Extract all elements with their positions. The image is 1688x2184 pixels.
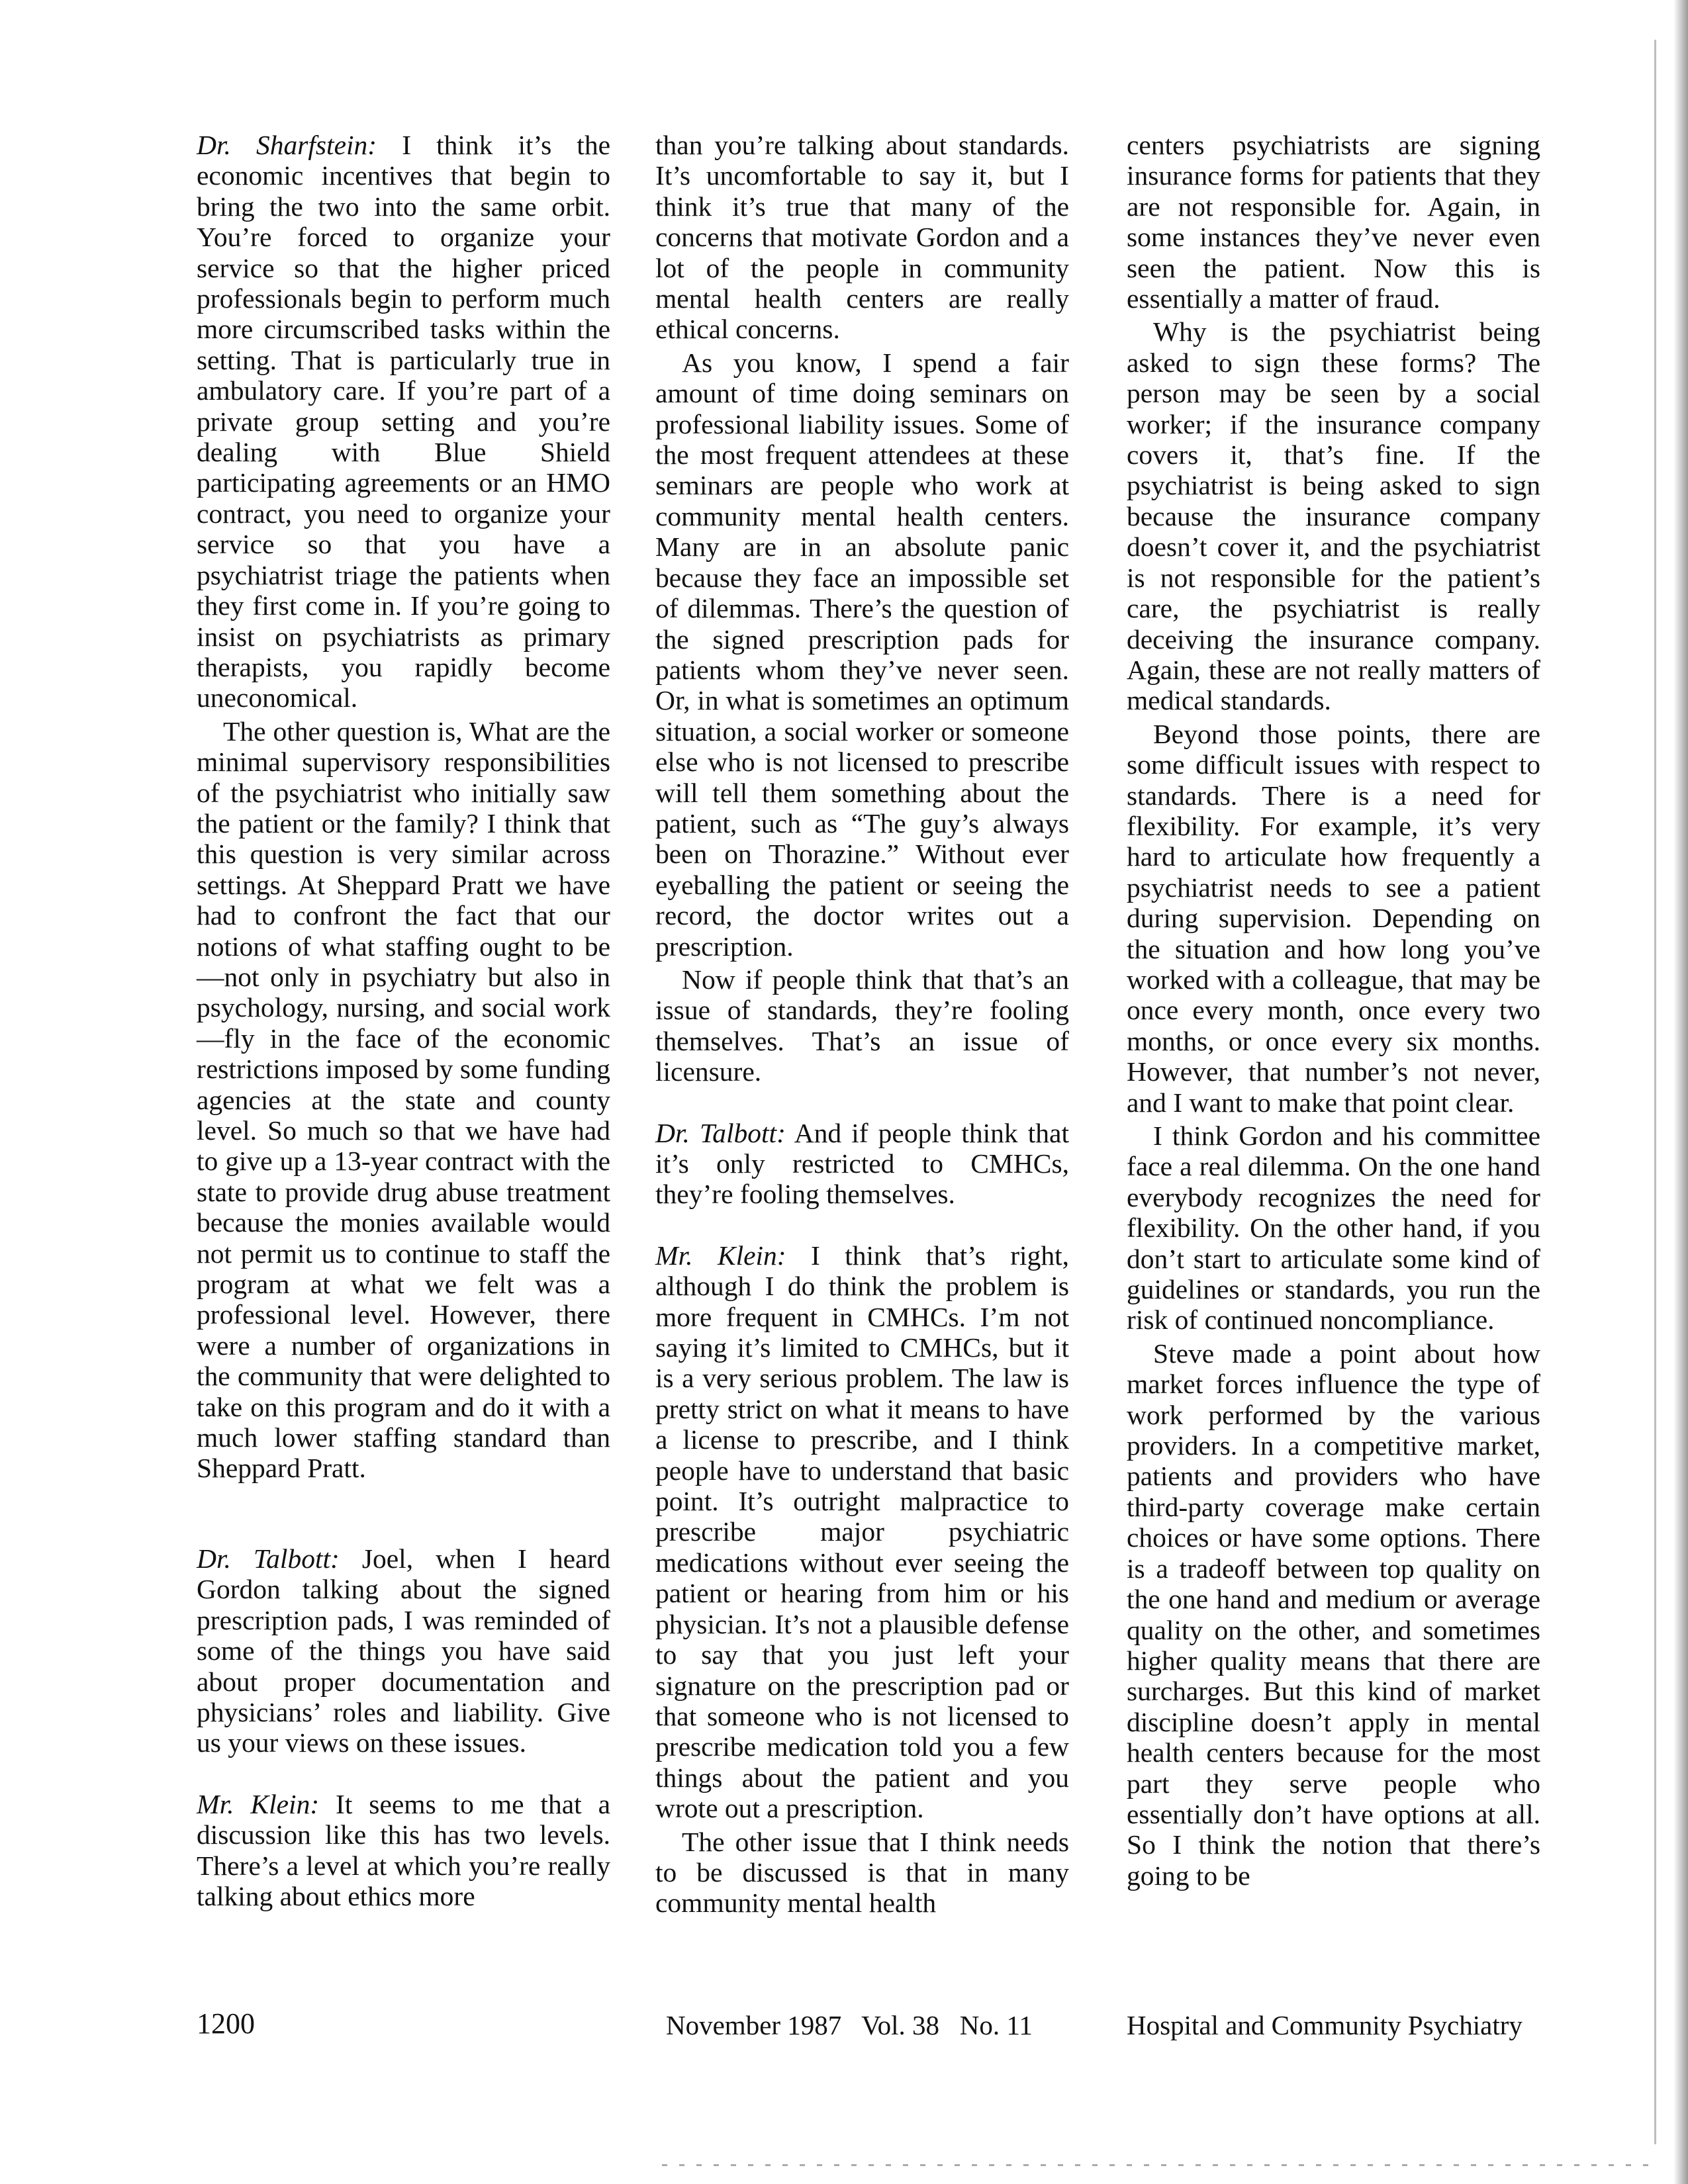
- paragraph: The other issue that I think needs to be discussed is that in many community mental health: [655, 1826, 1069, 1919]
- paragraph: I think Gordon and his committee face a real dilemma. On the one hand everybody recognizes the need for flexibility. On the other hand, if you don’t start to articulate some kind of guidelines or standards, you run the risk of continued noncompliance.: [1127, 1120, 1540, 1336]
- speaker-name: Dr. Sharfstein:: [197, 130, 377, 160]
- journal-title: Hospital and Community Psychiatry: [1127, 2010, 1523, 2040]
- paragraph-text: Joel, when I heard Gordon talking about the signed prescription pads, I was reminded of some of the things you have said about proper documentation and physicians’ roles and liability. Give us your views on these issues.: [197, 1543, 610, 1758]
- paragraph: [655, 1118, 1069, 1210]
- speaker-name: Mr. Klein:: [655, 1240, 786, 1271]
- paragraph: [197, 130, 610, 713]
- paragraph-text: And if people think that it’s only restricted to CMHCs, they’re fooling themselves.: [655, 1117, 1069, 1210]
- paragraph: Beyond those points, there are some difficult issues with respect to standards. There is a need for flexibility. For example, it’s very hard to articulate how frequently a psychiatrist needs to see a patient during supervision. Depending on the situation and how long you’ve worked with a colleague, that may be once every month, once every two months, or once every six months. However, that number’s not never, and I want to make that point clear.: [1127, 718, 1540, 1118]
- column-middle: [655, 130, 1069, 1919]
- page-number: 1200: [197, 2007, 255, 2040]
- paragraph: The other question is, What are the minimal supervisory responsibilities of the psychiatrist who initially saw the patient or the family? I think that this question is very similar across settings. At Sheppard Pratt we have had to confront the fact that our notions of what staffing ought to be—not only in psychiatry but also in psychology, nursing, and social work—fly in the face of the economic restrictions imposed by some funding agencies at the state and county level. So much so that we have had to give up a 13-year contract with the state to provide drug abuse treatment because the monies available would not permit us to continue to staff the program at what we felt was a professional level. However, there were a number of organizations in the community that were delighted to take on this program and do it with a much lower staffing standard than Sheppard Pratt.: [197, 715, 610, 1484]
- paragraph-text: It seems to me that a discussion like this has two levels. There’s a level at which you’re really talking about ethics more: [197, 1788, 610, 1911]
- column-left: [197, 130, 610, 1911]
- paragraph: [655, 1240, 1069, 1824]
- paragraph-text: I think it’s the economic incentives that begin to bring the two into the same orbit. You’re forced to organize your service so that the higher priced professionals begin to perform much more circumscribed tasks within the setting. That is particularly true in ambulatory care. If you’re part of a private group setting and you’re dealing with Blue Shield participating agreements or an HMO contract, you need to organize your service so that you have a psychiatrist triage the patients when they first come in. If you’re going to insist on psychiatrists as primary therapists, you rapidly become uneconomical.: [197, 130, 610, 713]
- speaker-name: Mr. Klein:: [197, 1788, 320, 1819]
- scan-edge-line: [1654, 40, 1656, 2144]
- paragraph-text: I think that’s right, although I do think the problem is more frequent in CMHCs. I’m not saying it’s limited to CMHCs, but it is a very serious problem. The law is pretty strict on what it means to have a license to prescribe, and I think people have to understand that basic point. It’s outright malpractice to prescribe major psychiatric medications without ever seeing the patient or hearing from him or his physician. It’s not a plausible defense to say that you just left your signature on the prescription pad or that someone who is not licensed to prescribe medication told you a few things about the patient and you wrote out a prescription.: [655, 1240, 1069, 1824]
- paragraph: Why is the psychiatrist being asked to sign these forms? The person may be seen by a social worker; if the insurance company covers it, that’s fine. If the psychiatrist is being asked to sign because the insurance company doesn’t cover it, and the psychiatrist is not responsible for the patient’s care, the psychiatrist is really deceiving the insurance company. Again, these are not really matters of medical standards.: [1127, 316, 1540, 716]
- paragraph: Steve made a point about how market forces influence the type of work performed by the various providers. In a competitive market, patients and providers who have third-party coverage make certain choices or have some options. There is a tradeoff between top quality on the one hand and medium or average quality on the other, and sometimes higher quality means that there are surcharges. But this kind of market discipline doesn’t apply in mental health centers because for the most part they serve people who essentially don’t have options at all. So I think the notion that there’s going to be: [1127, 1338, 1540, 1891]
- paragraph: [197, 1789, 610, 1912]
- paragraph: than you’re talking about standards. It’s uncomfortable to say it, but I think it’s true that many of the concerns that motivate Gordon and a lot of the people in community mental health centers are really ethical concerns.: [655, 130, 1069, 345]
- scan-page-edge: [1673, 0, 1688, 2184]
- paragraph: Now if people think that that’s an issue of standards, they’re fooling themselves. That’s an issue of licensure.: [655, 964, 1069, 1087]
- scan-bottom-artifact: [662, 2164, 1655, 2166]
- paragraph: centers psychiatrists are signing insurance forms for patients that they are not responsible for. Again, in some instances they’ve never even seen the patient. Now this is essentially a matter of fraud.: [1127, 130, 1540, 314]
- speaker-name: Dr. Talbott:: [197, 1543, 340, 1574]
- speaker-name: Dr. Talbott:: [655, 1117, 786, 1148]
- issue-info: November 1987 Vol. 38 No. 11: [666, 2010, 1033, 2040]
- column-right: [1127, 130, 1540, 1891]
- paragraph: [197, 1543, 610, 1758]
- paragraph: As you know, I spend a fair amount of time doing seminars on professional liability issues. Some of the most frequent attendees at these seminars are people who work at community mental health centers. Many are in an absolute panic because they face an impossible set of dilemmas. There’s the question of the signed prescription pads for patients whom they’ve never seen. Or, in what is sometimes an optimum situation, a social worker or someone else who is not licensed to prescribe will tell them something about the patient, such as “The guy’s always been on Thorazine.” Without ever eyeballing the patient or seeing the record, the doctor writes out a prescription.: [655, 347, 1069, 962]
